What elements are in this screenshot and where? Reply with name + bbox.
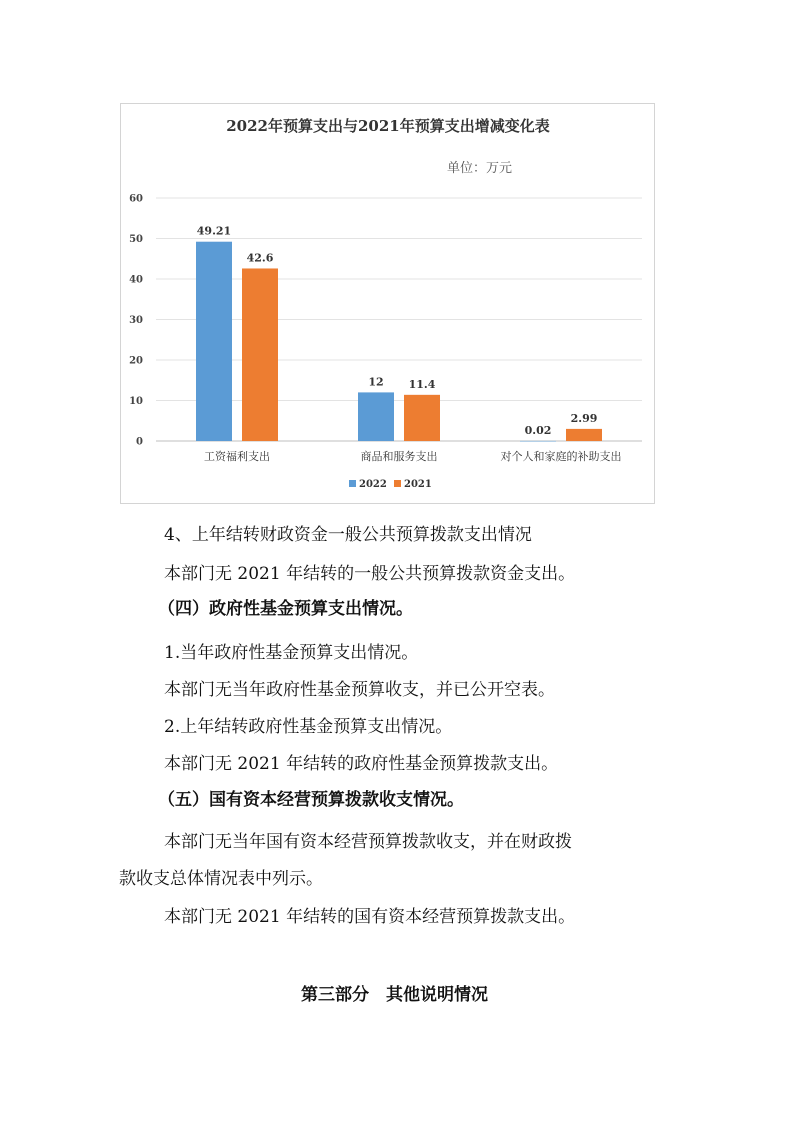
- paragraph-no-fund-carryover: 本部门无 2021 年结转的政府性基金预算拨款支出。: [164, 754, 559, 774]
- data-label: 42.6: [246, 251, 274, 265]
- data-label: 11.4: [408, 377, 436, 391]
- y-tick-label: 0: [136, 436, 143, 448]
- subsection-2-title: 2.上年结转政府性基金预算支出情况。: [164, 717, 453, 737]
- y-tick-label: 10: [129, 396, 143, 407]
- category-label: 商品和服务支出: [360, 450, 438, 463]
- legend-swatch-2022: [349, 480, 356, 487]
- chart-container: [120, 103, 655, 504]
- y-tick-label: 60: [129, 193, 143, 205]
- chart-title: 2022年预算支出与2021年预算支出增减变化表: [226, 117, 550, 135]
- bar-2022-3: [520, 441, 556, 442]
- paragraph-state-capital-line1: 本部门无当年国有资本经营预算拨款收支，并在财政拨: [164, 832, 572, 852]
- section-5-heading: （五）国有资本经营预算拨款收支情况。: [158, 790, 464, 810]
- budget-bar-chart: [121, 104, 656, 505]
- y-tick-label: 50: [129, 234, 143, 245]
- legend-label-2022: 2022: [359, 479, 387, 490]
- subsection-1-title: 1.当年政府性基金预算支出情况。: [164, 643, 419, 663]
- chart-legend: [349, 479, 432, 490]
- chart-x-axis: [204, 449, 622, 463]
- paragraph-no-carryover-general: 本部门无 2021 年结转的一般公共预算拨款资金支出。: [164, 564, 576, 584]
- y-tick-label: 20: [129, 355, 143, 367]
- data-label: 2.99: [570, 411, 598, 425]
- paragraph-no-fund-current: 本部门无当年政府性基金预算收支，并已公开空表。: [164, 680, 555, 700]
- bar-2022-1: [196, 242, 232, 441]
- part-3-title: 第三部分 其他说明情况: [301, 985, 488, 1005]
- paragraph-state-capital-carryover: 本部门无 2021 年结转的国有资本经营预算拨款支出。: [164, 907, 576, 927]
- chart-y-axis: [129, 194, 143, 448]
- data-label: 0.02: [524, 423, 552, 437]
- paragraph-state-capital-line2: 款收支总体情况表中列示。: [119, 869, 323, 889]
- y-tick-label: 30: [129, 315, 143, 326]
- chart-unit: 单位：万元: [447, 161, 513, 176]
- legend-label-2021: 2021: [404, 479, 432, 490]
- bar-2022-2: [358, 392, 394, 441]
- category-label: 工资福利支出: [204, 450, 270, 463]
- section-4-heading: （四）政府性基金预算支出情况。: [158, 599, 413, 619]
- bar-2021-3: [566, 429, 602, 441]
- data-label: 12: [368, 375, 384, 389]
- legend-swatch-2021: [394, 480, 401, 487]
- bar-2021-2: [404, 395, 440, 441]
- category-label: 对个人和家庭的补助支出: [500, 450, 622, 463]
- bar-2021-1: [242, 268, 278, 441]
- chart-bars: [196, 225, 602, 442]
- subsection-4-title: 4、上年结转财政资金一般公共预算拨款支出情况: [164, 525, 532, 545]
- y-tick-label: 40: [129, 274, 143, 286]
- data-label: 49.21: [196, 224, 232, 238]
